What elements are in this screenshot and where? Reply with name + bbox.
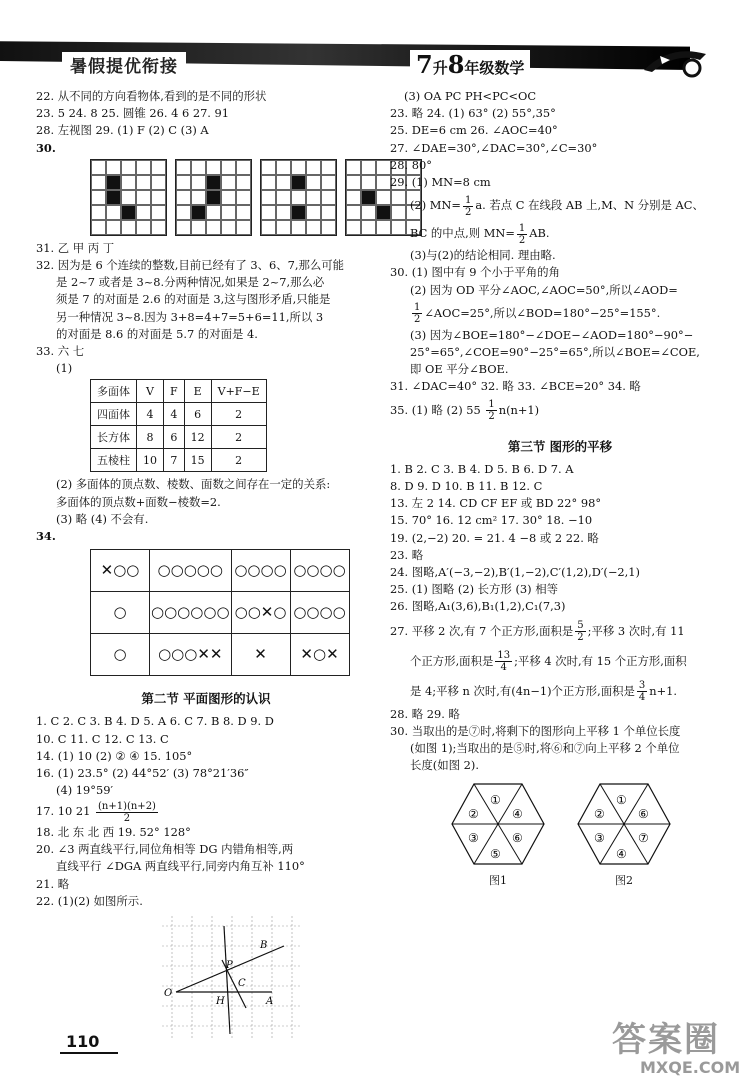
hex-num: ④ [512,807,523,822]
hex-num: ② [468,807,479,822]
answer-line: 8. D 9. D 10. B 11. B 12. C [390,479,543,494]
answer-line: 17. 10 21 $\frac{(n+1)(n+2)}{2}$ [36,800,156,824]
answer-line: 须是 7 的对面是 2.6 的对面是 3,这与图形矛盾,只能是 [56,292,331,307]
answer-line: 14. (1) 10 (2) ② ④ 15. 105° [36,748,193,763]
answer-line: 23. 略 24. (1) 63° (2) 55°,35° [390,106,556,121]
answer-line: 25. DE=6 cm 26. ∠AOC=40° [390,123,558,138]
page-number: 110 [66,1032,100,1051]
fraction: $\frac{5}{2}$ [577,620,584,644]
circle-cell: ○○○○ [290,592,349,634]
fraction: $\frac{1}{2}$ [464,194,472,218]
answer-line: 24. 图略,A′(−3,−2),B′(1,−2),C′(1,2),D′(−2,1) [390,565,640,580]
circle-cell: ○○○○ [231,550,290,592]
table-cell: 四面体 [91,403,137,426]
answer-line: 28. 略 29. 略 [390,706,460,721]
book-title: 7升8年级数学 [410,50,530,79]
circle-cell: ✕ [231,634,290,676]
fraction: $\frac{(n+1)(n+2)}{2}$ [97,800,156,824]
table-cell: 长方体 [91,426,137,449]
page-header [0,0,750,84]
logo-icon [640,44,710,78]
watermark-url: MXQE.COM [640,1058,741,1077]
table-header: V+F−E [211,380,266,403]
answer-line: (3) 因为∠BOE=180°−∠DOE−∠AOD=180°−90°− [410,327,694,342]
circle-cell: ✕○✕ [290,634,349,676]
answer-line: 23. 5 24. 8 25. 圆锥 26. 4 6 27. 91 [36,106,230,121]
point-label: P [226,959,233,971]
circle-cell: ○○○○○ [150,550,232,592]
table-cell: 10 [137,449,164,472]
answer-line: 29. (1) MN=8 cm [390,175,491,190]
answer-line: 18. 北 东 北 西 19. 52° 128° [36,824,191,839]
answer-line: 27. ∠DAE=30°,∠DAC=30°,∠C=30° [390,140,598,155]
page-number-underline [60,1052,118,1054]
table-header: F [164,380,185,403]
fraction: $\frac{13}{4}$ [497,650,511,674]
answer-line: 的对面是 8.6 的对面是 5.7 的对面是 4. [56,326,258,341]
circle-cell: ○○○○ [290,550,349,592]
fraction: $\frac{1}{2}$ [488,399,495,423]
answer-line: (2) 多面体的顶点数、棱数、面数之间存在一定的关系: [56,477,331,492]
table-row [91,449,267,472]
right-column [390,88,730,889]
point-label: C [238,977,246,989]
table-cell: 2 [211,403,266,426]
grid-figure [260,159,337,236]
table-cell: 4 [164,403,185,426]
hex-num: ⑥ [512,831,523,846]
circle-grid [90,549,350,676]
figure-22 [162,916,302,1038]
circle-cell: ○○○○○○ [150,592,232,634]
hex-num: ⑦ [638,831,649,846]
answer-line: 1. C 2. C 3. B 4. D 5. A 6. C 7. B 8. D 9. D [36,714,274,729]
answer-line: BC 的中点,则 MN= $\frac{1}{2}$ AB. [410,222,550,246]
answer-line: 21. 略 [36,876,70,891]
answer-line: 30. 当取出的是⑦时,将剩下的图形向上平移 1 个单位长度 [390,723,681,738]
answer-line: 直线平行 ∠DGA 两直线平行,同旁内角互补 110° [56,859,305,874]
answer-line: 35. (1) 略 (2) 55 $\frac{1}{2}$ n(n+1) [390,399,540,423]
fraction: $\frac{1}{2}$ [518,222,526,246]
table-cell: 五棱柱 [91,449,137,472]
point-label: B [260,939,268,951]
answer-line: 20. ∠3 两直线平行,同位角相等 DG 内错角相等,两 [36,842,294,857]
grid-figure [90,159,167,236]
hexagon-diagram [450,782,546,866]
table-cell: 7 [164,449,185,472]
answer-line: 长度(如图 2). [410,758,479,773]
answer-line: 15. 70° 16. 12 cm² 17. 30° 18. −10 [390,513,593,528]
hex-num: ③ [594,831,605,846]
answer-line: 19. (2,−2) 20. = 21. 4 −8 或 2 22. 略 [390,530,599,545]
answer-line: 28. 80° [390,157,432,172]
circle-cell: ○○✕○ [231,592,290,634]
answer-line: 个正方形,面积是 $\frac{13}{4}$ ;平移 4 次时,有 15 个正方形,面积 [410,650,687,674]
circle-cell: ✕○○ [91,550,150,592]
hexagon-diagram [576,782,672,866]
hex-num: ⑥ [638,807,649,822]
hex-num: ① [616,793,627,808]
table-cell: 6 [164,426,185,449]
answer-line: 10. C 11. C 12. C 13. C [36,731,169,746]
table-cell: 6 [184,403,211,426]
hex-num: ① [490,793,501,808]
hexagon-figure-2 [576,782,672,888]
grid-figure [175,159,252,236]
answer-line: (2) MN= $\frac{1}{2}$ a. 若点 C 在线段 AB 上,M、N 分别是 AC、 [410,194,704,218]
answer-line: (3) 略 (4) 不会有. [56,511,149,526]
answer-line: 13. 左 2 14. CD CF EF 或 BD 22° 98° [390,496,602,511]
answer-line: (如图 1);当取出的是⑤时,将⑥和⑦向上平移 2 个单位 [410,741,680,756]
answer-line: 33. 六 七 [36,344,85,359]
answer-line: $\frac{1}{2}$ ∠AOC=25°,所以∠BOD=180°−25°=155°. [414,302,661,326]
answer-line: 是 4;平移 n 次时,有(4n−1)个正方形,面积是 $\frac{3}{4}$ n+1. [410,680,677,704]
watermark: 答案圈 [612,1020,720,1060]
circle-cell: ○○○✕✕ [150,634,232,676]
hexagon-figures [450,782,730,888]
table-row [91,426,267,449]
table-row [91,403,267,426]
hex-num: ⑤ [490,847,501,862]
table-header: E [184,380,211,403]
answer-line: 27. 平移 2 次,有 7 个正方形,面积是 $\frac{5}{2}$ ;平移 3 次时,有 11 [390,620,685,644]
figure-caption: 图1 [489,873,507,887]
left-column [36,88,376,1038]
answer-line: (3)与(2)的结论相同. 理由略. [410,248,556,263]
answer-line: 即 OE 平分∠BOE. [410,362,509,377]
series-title: 暑假提优衔接 [62,52,186,77]
answer-line: 22. 从不同的方向看物体,看到的是不同的形状 [36,89,267,103]
answer-line: 1. B 2. C 3. B 4. D 5. B 6. D 7. A [390,461,574,476]
answer-line: (3) OA PC PH<PC<OC [404,89,537,103]
table-cell: 8 [137,426,164,449]
table-header: V [137,380,164,403]
fraction: $\frac{1}{2}$ [414,302,421,326]
answer-line: 另一种情况 3~8.因为 3+8=4+7=5+6=11,所以 3 [56,309,324,324]
table-cell: 2 [211,449,266,472]
point-label: O [164,987,173,999]
point-label: H [216,995,225,1007]
answer-line: 25. (1) 图略 (2) 长方形 (3) 相等 [390,582,558,597]
answer-line: 31. ∠DAC=40° 32. 略 33. ∠BCE=20° 34. 略 [390,379,641,394]
section-title: 第三节 图形的平移 [507,438,613,454]
answer-line: 31. 乙 甲 丙 丁 [36,240,115,255]
section-title: 第二节 平面图形的认识 [141,691,271,707]
answer-line: (1) [56,361,73,376]
answer-line: 32. 因为是 6 个连续的整数,目前已经有了 3、6、7,那么可能 [36,258,345,273]
answer-line: 30. [36,140,56,155]
hex-num: ④ [616,847,627,862]
answer-line: 25°=65°,∠COE=90°−25°=65°,所以∠BOE=∠COE, [410,345,700,360]
answer-line: 22. (1)(2) 如图所示. [36,893,143,908]
table-header: 多面体 [91,380,137,403]
answer-line: 26. 图略,A₁(3,6),B₁(1,2),C₁(7,3) [390,599,566,614]
point-label: A [266,995,274,1007]
answer-line: 23. 略 [390,547,424,562]
circle-cell: ○ [91,592,150,634]
hex-num: ③ [468,831,479,846]
answer-line: 30. (1) 图中有 9 个小于平角的角 [390,265,560,280]
hexagon-figure-1 [450,782,546,888]
fraction: $\frac{3}{4}$ [638,680,646,704]
answer-line: 34. [36,529,56,544]
table-cell: 2 [211,426,266,449]
hex-num: ② [594,807,605,822]
answer-line: (4) 19°59′ [56,783,114,798]
answer-line: 是 2~7 或者是 3~8.分两种情况,如果是 2~7,那么必 [56,275,325,290]
answer-line: 16. (1) 23.5° (2) 44°52′ (3) 78°21′36″ [36,766,249,781]
figure-caption: 图2 [615,873,633,887]
polyhedron-table [90,379,267,472]
table-cell: 15 [184,449,211,472]
q30-grids [90,159,376,236]
answer-line: 多面体的顶点数+面数−棱数=2. [56,494,221,509]
answer-line: 28. 左视图 29. (1) F (2) C (3) A [36,123,209,138]
circle-cell: ○ [91,634,150,676]
answer-line: (2) 因为 OD 平分∠AOC,∠AOC=50°,所以∠AOD= [410,282,678,297]
table-cell: 4 [137,403,164,426]
table-cell: 12 [184,426,211,449]
